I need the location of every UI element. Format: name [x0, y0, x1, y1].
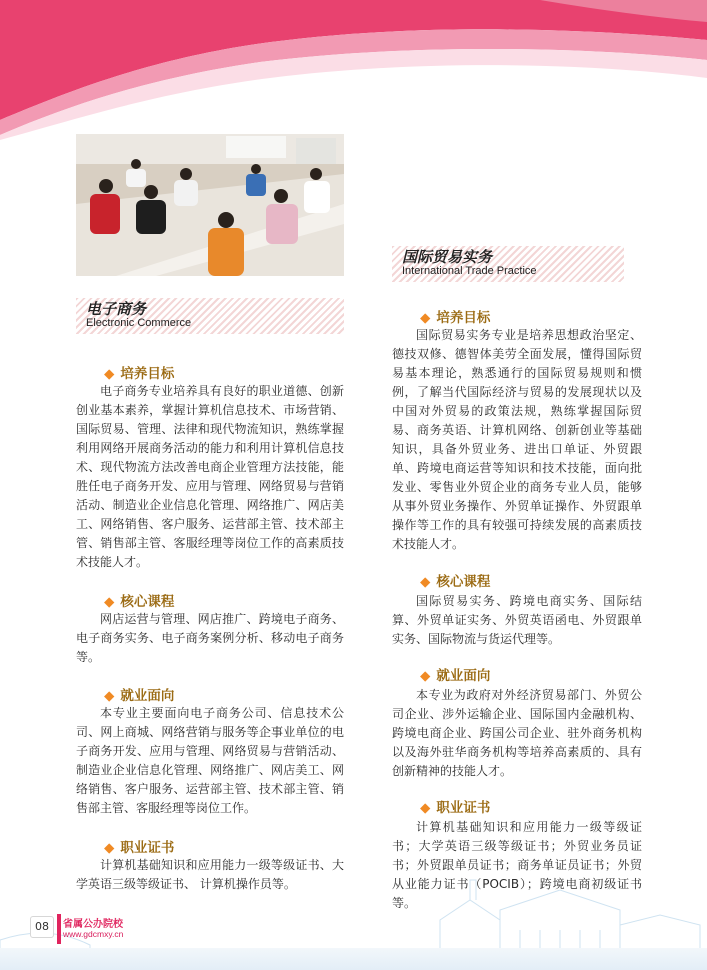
ecommerce-cert-heading: ◆ 职业证书	[104, 840, 175, 856]
footer-band	[0, 948, 707, 970]
trade-job-text: 本专业为政府对外经济贸易部门、外贸公司企业、涉外运输企业、国际国内金融机构、跨境电商企业、跨国公司企业、驻外商务机构以及海外驻华商务机构等培养高素质的、具有创新精神的技能人才。	[392, 688, 642, 778]
trade-title-en: International Trade Practice	[402, 265, 537, 277]
header-wave-decoration	[0, 0, 707, 140]
trade-goal-heading: ◆ 培养目标	[420, 310, 491, 326]
footer-accent-bar	[57, 914, 61, 944]
diamond-icon: ◆	[104, 366, 115, 382]
classroom-photo	[76, 134, 344, 276]
page-number: 08	[30, 916, 54, 938]
diamond-icon: ◆	[104, 688, 115, 704]
trade-course-heading: ◆ 核心课程	[420, 574, 491, 590]
diamond-icon: ◆	[420, 574, 431, 590]
ecommerce-title-cn: 电子商务	[86, 300, 147, 318]
diamond-icon: ◆	[104, 594, 115, 610]
trade-cert-text: 计算机基础知识和应用能力一级等级证书；大学英语三级等级证书；外贸业务员证书；外贸跟单员证书；商务单证员证书；外贸从业能力证书（POCIB）；跨境电商初级证书等。	[392, 820, 642, 910]
footer-school-name: 省属公办院校	[63, 919, 123, 930]
diamond-icon: ◆	[420, 800, 431, 816]
ecommerce-job-text: 本专业主要面向电子商务公司、信息技术公司、网上商城、网络营销与服务等企事业单位的电子商务开发、应用与管理、网络贸易与营销活动、制造业企业信息化管理、网络推广、网店美工、网络销售、客户服务、运营部主管、技术部主管、销售部主管、客服经理等岗位工作。	[76, 706, 344, 815]
diamond-icon: ◆	[104, 840, 115, 856]
ecommerce-course-heading: ◆ 核心课程	[104, 594, 175, 610]
diamond-icon: ◆	[420, 310, 431, 326]
ecommerce-job-heading: ◆ 就业面向	[104, 688, 175, 704]
ecommerce-title-en: Electronic Commerce	[86, 317, 192, 329]
classroom-photo-image	[76, 134, 344, 276]
trade-title-cn: 国际贸易实务	[402, 248, 493, 266]
trade-job-heading: ◆ 就业面向	[420, 668, 491, 684]
ecommerce-course-text: 网店运营与管理、网店推广、跨境电子商务、电子商务实务、电子商务案例分析、移动电子商务等。	[76, 612, 344, 664]
trade-section-header	[392, 246, 624, 282]
trade-course-text: 国际贸易实务、跨境电商实务、国际结算、外贸单证实务、外贸英语函电、外贸跟单实务、国际物流与货运代理等。	[392, 594, 642, 646]
trade-cert-heading: ◆ 职业证书	[420, 800, 491, 816]
ecommerce-cert-text: 计算机基础知识和应用能力一级等级证书、大学英语三级等级证书、 计算机操作员等。	[76, 858, 344, 891]
trade-goal-text: 国际贸易实务专业是培养思想政治坚定、德技双修、德智体美劳全面发展，懂得国际贸易基本理论，熟悉通行的国际贸易规则和惯例，了解当代国际经济与贸易的发展现状以及中国对外贸易的政策法规，熟练掌握国际贸易、商务英语、计算机网络、创新创业等基础知识，具备外贸业务、进出口单证、外贸跟单、跨境电商运营等知识和技术技能，面向批发业、零售业外贸企业的商务专业人员，能够从事外贸业务操作、外贸单证操作、外贸跟单操作等工作的具有较强可持续发展的高素质技术技能人才。	[392, 328, 642, 551]
ecommerce-goal-heading: ◆ 培养目标	[104, 366, 175, 382]
ecommerce-goal-text: 电子商务专业培养具有良好的职业道德、创新创业基本素养，掌握计算机信息技术、市场营销、国际贸易、管理、法律和现代物流知识，熟练掌握利用网络开展商务活动的能力和利用计算机信息技术、现代物流方法改善电商企业管理方法技能，能胜任电子商务开发、应用与管理、网络贸易与营销活动、制造业企业信息化管理、网络推广、网店美工、网络销售、客户服务、运营部主管、技术部主管、销售部主管、客服经理等岗位工作的高素质技术技能人才。	[76, 384, 344, 569]
footer-url[interactable]: www.gdcmxy.cn	[63, 929, 124, 939]
diamond-icon: ◆	[420, 668, 431, 684]
ecommerce-section-header	[76, 298, 344, 334]
